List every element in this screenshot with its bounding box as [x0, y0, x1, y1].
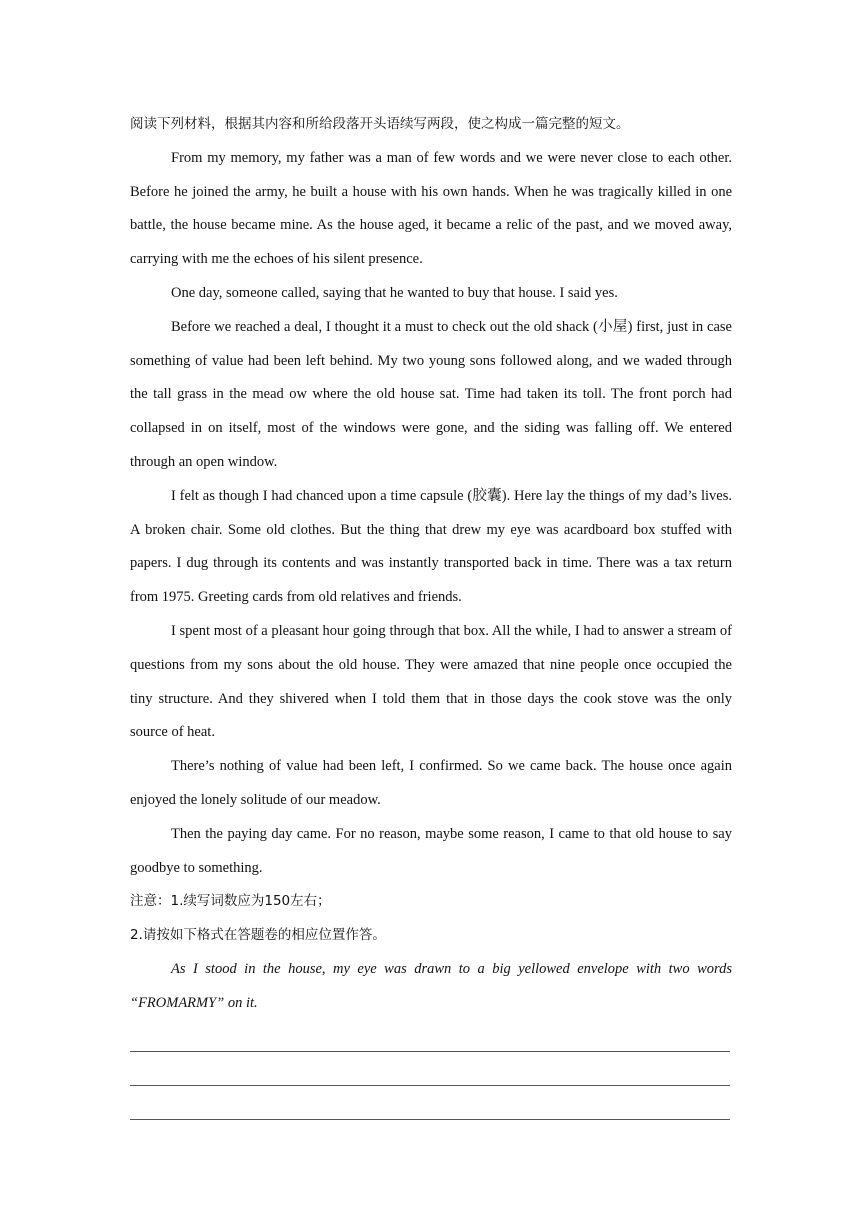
- continuation-prompt: As I stood in the house, my eye was drawn to a big yellowed envelope with two words “FROMARMY” on it.: [130, 960, 732, 1011]
- story-paragraph-4: I felt as though I had chanced upon a time capsule (胶囊). Here lay the things of my dad’s lives. A broken chair. Some old clothes. But the thing that drew my eye was acardboard box stuffed with papers. I dug through its contents and was instantly transported back in time. There was a tax return from 1975. Greeting cards from old relatives and friends.: [130, 487, 732, 606]
- task-instruction: 阅读下列材料，根据其内容和所给段落开头语续写两段，使之构成一篇完整的短文。: [130, 116, 630, 132]
- document-page: [130, 108, 732, 1122]
- story-paragraph-2: One day, someone called, saying that he wanted to buy that house. I said yes.: [171, 284, 618, 301]
- story-paragraph-6: There’s nothing of value had been left, I confirmed. So we came back. The house once again enjoyed the lonely solitude of our meadow.: [130, 758, 732, 808]
- answer-line-1[interactable]: [130, 1021, 732, 1055]
- story-paragraph-1: From my memory, my father was a man of few words and we were never close to each other. Before he joined the army, he built a house with his own hands. When he was tragically killed in one battle, the house became mine. As the house aged, it became a relic of the past, and we moved away, carrying with me the echoes of his silent presence.: [130, 149, 732, 268]
- story-paragraph-5: I spent most of a pleasant hour going through that box. All the while, I had to answer a stream of questions from my sons about the old house. They were amazed that nine people once occupied the tiny structure. And they shivered when I told them that in those days the cook stove was the only source of heat.: [130, 622, 732, 741]
- note-answer-format: 2.请按如下格式在答题卷的相应位置作答。: [130, 927, 386, 944]
- answer-line-2[interactable]: [130, 1054, 732, 1088]
- story-paragraph-7: Then the paying day came. For no reason, maybe some reason, I came to that old house to say goodbye to something.: [130, 825, 732, 876]
- answer-line-3[interactable]: [130, 1088, 732, 1122]
- note-word-count: 注意：1.续写词数应为150左右；: [130, 893, 331, 910]
- story-paragraph-3: Before we reached a deal, I thought it a must to check out the old shack (小屋) first, just in case something of value had been left behind. My two young sons followed along, and we waded through the tall grass in the mead ow where the old house sat. Time had taken its toll. The front porch had collapsed in on itself, most of the windows were gone, and the siding was falling off. We entered through an open window.: [130, 318, 732, 470]
